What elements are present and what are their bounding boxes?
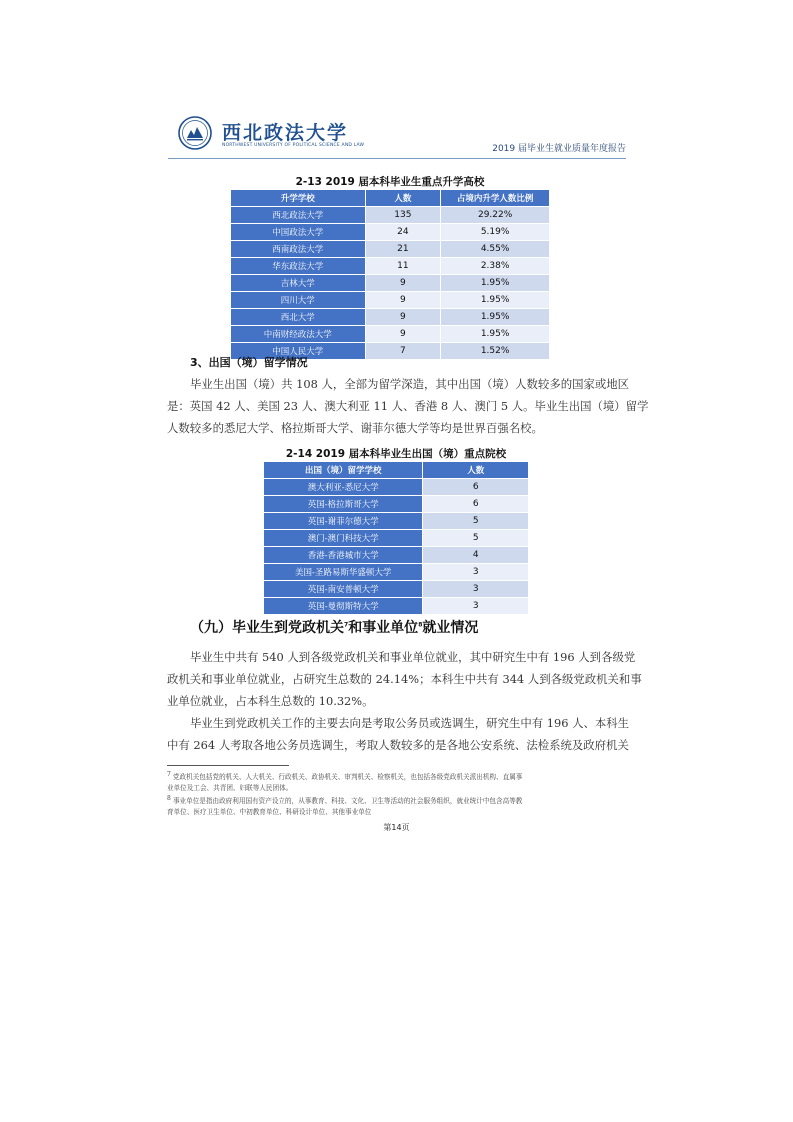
footnote-text: 党政机关包括党的机关、人大机关、行政机关、政协机关、审判机关、检察机关，也包括各级党政机关派出机构、直属事 [172, 773, 523, 782]
table2-col-count: 人数 [423, 462, 529, 479]
table-cell-school: 澳门-澳门科技大学 [264, 530, 423, 547]
section9-heading-part-a: （九）毕业生到党政机关 [190, 620, 344, 636]
paragraph-line: 业单位就业，占本科生总数的 10.32%。 [167, 694, 374, 708]
table1 [230, 189, 550, 360]
footnote-number: 7 [167, 771, 171, 778]
table-cell-count: 24 [365, 224, 441, 241]
table-cell-count: 5 [423, 513, 529, 530]
footnote-divider [167, 765, 289, 766]
table-row [264, 564, 529, 581]
paragraph-line: 政机关和事业单位就业，占研究生总数的 24.14%；本科生中共有 344 人到各级党政机关和事 [167, 672, 642, 686]
table-cell-count: 135 [365, 207, 441, 224]
table-row [231, 207, 550, 224]
table-row [264, 496, 529, 513]
table-cell-count: 9 [365, 292, 441, 309]
paragraph-line: 毕业生出国（境）共 108 人，全部为留学深造，其中出国（境）人数较多的国家或地区 [190, 377, 630, 391]
table-cell-ratio: 1.95% [441, 326, 550, 343]
paragraph-line: 人数较多的悉尼大学、格拉斯哥大学、谢菲尔德大学等均是世界百强名校。 [167, 421, 543, 435]
section3-paragraph [167, 373, 649, 439]
section9-heading-part-c: 就业情况 [422, 620, 479, 636]
section9-paragraph-1 [167, 646, 642, 712]
table-cell-ratio: 29.22% [441, 207, 550, 224]
section3-heading: 3、出国（境）留学情况 [190, 356, 308, 369]
footnote-text: 事业单位是指由政府利用国有资产设立的，从事教育、科技、文化、卫生等活动的社会服务组织，就业统计中包含高等教 [172, 797, 523, 806]
table-cell-school: 美国-圣路易斯华盛顿大学 [264, 564, 423, 581]
paragraph-line: 毕业生中共有 540 人到各级党政机关和事业单位就业，其中研究生中有 196 人到各级党 [190, 650, 636, 664]
table-cell-school: 英国-曼彻斯特大学 [264, 598, 423, 615]
table2-title: 2-14 2019 届本科毕业生出国（境）重点院校 [285, 448, 507, 460]
table-cell-school: 吉林大学 [231, 275, 366, 292]
table-row [231, 292, 550, 309]
table-cell-school: 英国-南安普顿大学 [264, 581, 423, 598]
table-row [231, 275, 550, 292]
table-cell-school: 香港-香港城市大学 [264, 547, 423, 564]
table-cell-school: 西北政法大学 [231, 207, 366, 224]
section9-heading [190, 617, 478, 637]
table-row [264, 598, 529, 615]
table-cell-school: 华东政法大学 [231, 258, 366, 275]
footnote-8 [167, 793, 626, 818]
table2 [263, 461, 529, 615]
university-logo-subtitle: NORTHWEST UNIVERSITY OF POLITICAL SCIENCE AND LAW [222, 143, 365, 148]
table-cell-school: 英国-谢菲尔德大学 [264, 513, 423, 530]
table-cell-count: 9 [365, 309, 441, 326]
table1-col-school: 升学学校 [231, 190, 366, 207]
table-cell-count: 3 [423, 598, 529, 615]
footnote-ref-8[interactable]: 8 [418, 621, 423, 629]
table-row [231, 309, 550, 326]
table-row [264, 479, 529, 496]
table-row [264, 547, 529, 564]
table-row [231, 241, 550, 258]
table2-col-school: 出国（境）留学学校 [264, 462, 423, 479]
paragraph-line: 是：英国 42 人、美国 23 人、澳大利亚 11 人、香港 8 人、澳门 5 人。毕业生出国（境）留学 [167, 399, 649, 413]
table-cell-count: 11 [365, 258, 441, 275]
table-cell-school: 西北大学 [231, 309, 366, 326]
university-seal-icon [178, 116, 212, 150]
table-cell-count: 4 [423, 547, 529, 564]
table-row [231, 224, 550, 241]
table-cell-ratio: 1.95% [441, 292, 550, 309]
table-cell-ratio: 2.38% [441, 258, 550, 275]
table-cell-ratio: 5.19% [441, 224, 550, 241]
paragraph-line: 中有 264 人考取各地公务员选调生，考取人数较多的是各地公安系统、法检系统及政府机关 [167, 738, 629, 752]
table-cell-school: 中国政法大学 [231, 224, 366, 241]
table-cell-ratio: 4.55% [441, 241, 550, 258]
table-cell-school: 澳大利亚-悉尼大学 [264, 479, 423, 496]
page-header [168, 112, 626, 158]
footnote-7 [167, 769, 626, 794]
table-cell-ratio: 1.95% [441, 275, 550, 292]
table-row [231, 326, 550, 343]
table-cell-count: 21 [365, 241, 441, 258]
header-divider [168, 158, 626, 159]
table2-header-row [264, 462, 529, 479]
page-number: 第14页 [383, 823, 410, 832]
table-cell-school: 英国-格拉斯哥大学 [264, 496, 423, 513]
footnote-ref-7[interactable]: 7 [344, 621, 349, 629]
table1-title: 2-13 2019 届本科毕业生重点升学高校 [295, 176, 485, 188]
table-cell-count: 9 [365, 275, 441, 292]
footnote-line [167, 793, 626, 807]
table-cell-count: 6 [423, 496, 529, 513]
footnote-line [167, 769, 626, 783]
table-cell-count: 9 [365, 326, 441, 343]
table-cell-count: 5 [423, 530, 529, 547]
table-cell-school: 四川大学 [231, 292, 366, 309]
table-row [264, 581, 529, 598]
section9-heading-part-b: 和事业单位 [348, 620, 419, 636]
table-cell-count: 7 [365, 343, 441, 360]
table-row [264, 513, 529, 530]
table-row [231, 258, 550, 275]
table1-col-count: 人数 [365, 190, 441, 207]
university-logo-text: 西北政法大学 [222, 122, 349, 144]
table-cell-count: 3 [423, 564, 529, 581]
report-title: 2019 届毕业生就业质量年度报告 [492, 144, 626, 154]
table-cell-school: 西南政法大学 [231, 241, 366, 258]
table-row [264, 530, 529, 547]
paragraph-line: 毕业生到党政机关工作的主要去向是考取公务员或选调生，研究生中有 196 人、本科生 [190, 716, 630, 730]
table-cell-count: 3 [423, 581, 529, 598]
table-cell-count: 6 [423, 479, 529, 496]
table-cell-ratio: 1.52% [441, 343, 550, 360]
table1-col-ratio: 占境内升学人数比例 [441, 190, 550, 207]
footnote-number: 8 [167, 795, 171, 802]
footnote-line: 业单位及工会、共青团、妇联等人民团体。 [167, 784, 293, 793]
table-cell-school: 中国人民大学 [231, 343, 366, 360]
table1-header-row [231, 190, 550, 207]
footnote-line: 育单位、医疗卫生单位、中初教育单位、科研设计单位、其他事业单位 [167, 808, 372, 817]
table-cell-ratio: 1.95% [441, 309, 550, 326]
table-cell-school: 中南财经政法大学 [231, 326, 366, 343]
section9-paragraph-2 [167, 712, 630, 756]
